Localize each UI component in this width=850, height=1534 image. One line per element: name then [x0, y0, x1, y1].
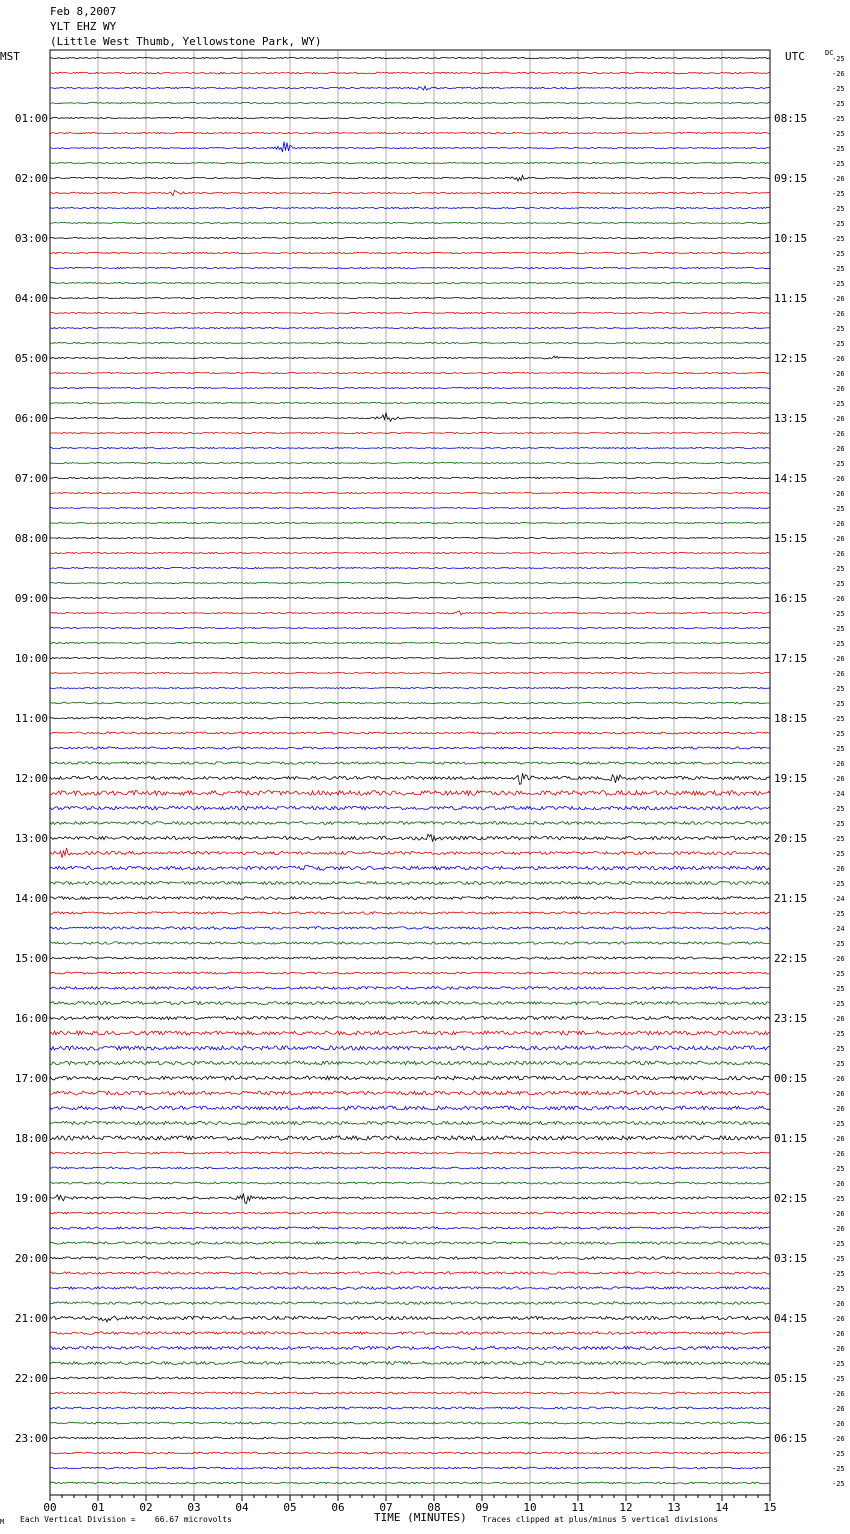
x-tick-label: 09: [475, 1501, 489, 1514]
mst-hour-label: 16:00: [14, 1012, 48, 1025]
dc-offset-label: -26: [832, 430, 845, 438]
dc-offset-label: -26: [832, 760, 845, 768]
trace-line: [50, 86, 770, 90]
plot-frame: [50, 50, 770, 1495]
trace-line: [50, 162, 770, 163]
trace-line: [50, 1316, 770, 1322]
dc-offset-label: -25: [832, 565, 845, 573]
x-axis-label: TIME (MINUTES): [374, 1511, 467, 1524]
dc-offset-label: -26: [832, 1420, 845, 1428]
trace-line: [50, 972, 770, 974]
trace-line: [50, 1182, 770, 1184]
left-axis-title: MST: [0, 50, 20, 63]
trace-line: [50, 492, 770, 493]
dc-offset-label: -25: [832, 340, 845, 348]
dc-offset-label: -25: [832, 580, 845, 588]
trace-line: [50, 1377, 770, 1379]
trace-line: [50, 267, 770, 268]
dc-offset-label: -25: [832, 835, 845, 843]
utc-hour-label: 23:15: [774, 1012, 808, 1025]
dc-offset-label: -25: [832, 1165, 845, 1173]
trace-line: [50, 552, 770, 553]
dc-offset-label: -25: [832, 730, 845, 738]
trace-line: [50, 1467, 770, 1469]
dc-offset-label: -25: [832, 280, 845, 288]
x-tick-label: 12: [619, 1501, 633, 1514]
trace-line: [50, 582, 770, 583]
utc-hour-label: 18:15: [774, 712, 808, 725]
trace-line: [50, 207, 770, 208]
dc-offset-label: -25: [832, 940, 845, 948]
x-tick-label: 06: [331, 1501, 345, 1514]
dc-offset-label: -25: [832, 505, 845, 513]
chart-date: Feb 8,2007: [50, 5, 117, 18]
x-tick-label: 08: [427, 1501, 441, 1514]
trace-line: [50, 702, 770, 704]
trace-line: [50, 1361, 770, 1364]
x-tick-label: 13: [667, 1501, 681, 1514]
utc-hour-label: 15:15: [774, 532, 808, 545]
trace-line: [50, 57, 770, 58]
dc-offset-label: -26: [832, 1210, 845, 1218]
trace-line: [50, 1121, 770, 1124]
dc-offset-label: -25: [832, 985, 845, 993]
chart-location: (Little West Thumb, Yellowstone Park, WY): [50, 35, 322, 48]
dc-offset-label: -25: [832, 115, 845, 123]
trace-line: [50, 1422, 770, 1424]
trace-line: [50, 1016, 770, 1019]
dc-offset-label: -26: [832, 1150, 845, 1158]
trace-line: [50, 611, 770, 615]
dc-offset-label: -25: [832, 460, 845, 468]
clip-note: Traces clipped at plus/minus 5 vertical divisions: [482, 1515, 719, 1524]
x-tick-label: 10: [523, 1501, 537, 1514]
dc-offset-label: -26: [832, 355, 845, 363]
dc-offset-label: -25: [832, 625, 845, 633]
dc-offset-labels: [832, 55, 845, 1488]
dc-offset-label: -26: [832, 1315, 845, 1323]
dc-offset-label: -25: [832, 1045, 845, 1053]
dc-offset-label: -26: [832, 1225, 845, 1233]
dc-offset-label: -25: [832, 160, 845, 168]
dc-offset-label: -26: [832, 1105, 845, 1113]
trace-line: [50, 822, 770, 825]
dc-offset-label: -25: [832, 910, 845, 918]
trace-line: [50, 1242, 770, 1245]
trace-line: [50, 1302, 770, 1305]
dc-offset-label: -25: [832, 205, 845, 213]
trace-line: [50, 865, 770, 870]
dc-offset-label: -25: [832, 1120, 845, 1128]
trace-line: [50, 927, 770, 930]
dc-offset-label: -26: [832, 295, 845, 303]
dc-offset-label: -26: [832, 1300, 845, 1308]
trace-line: [50, 897, 770, 900]
utc-hour-label: 16:15: [774, 592, 808, 605]
dc-offset-label: -25: [832, 1285, 845, 1293]
dc-offset-label: -25: [832, 235, 845, 243]
dc-offset-label: -25: [832, 1450, 845, 1458]
chart-station: YLT EHZ WY: [50, 20, 117, 33]
trace-line: [50, 912, 770, 914]
trace-line: [50, 1392, 770, 1394]
utc-hour-label: 04:15: [774, 1312, 808, 1325]
utc-hour-label: 02:15: [774, 1192, 808, 1205]
mst-hour-label: 07:00: [14, 472, 48, 485]
dc-offset-label: -25: [832, 880, 845, 888]
dc-offset-label: -26: [832, 1015, 845, 1023]
dc-offset-label: -25: [832, 805, 845, 813]
trace-line: [50, 1452, 770, 1454]
dc-offset-label: -26: [832, 595, 845, 603]
dc-offset-label: -25: [832, 850, 845, 858]
trace-line: [50, 806, 770, 810]
utc-hour-label: 13:15: [774, 412, 808, 425]
trace-line: [50, 372, 770, 373]
dc-offset-label: -26: [832, 1330, 845, 1338]
mst-hour-label: 11:00: [14, 712, 48, 725]
dc-offset-label: -25: [832, 220, 845, 228]
mst-hour-label: 06:00: [14, 412, 48, 425]
x-tick-label: 14: [715, 1501, 729, 1514]
trace-line: [50, 791, 770, 796]
trace-line: [50, 72, 770, 74]
mst-hour-label: 12:00: [14, 772, 48, 785]
x-tick-label: 00: [43, 1501, 57, 1514]
x-tick-label: 03: [187, 1501, 201, 1514]
trace-line: [50, 117, 770, 118]
trace-line: [50, 1046, 770, 1050]
dc-offset-label: -26: [832, 445, 845, 453]
trace-line: [50, 773, 770, 784]
dc-offset-label: -25: [832, 610, 845, 618]
trace-line: [50, 237, 770, 238]
dc-offset-label: -25: [832, 970, 845, 978]
dc-offset-label: -26: [832, 490, 845, 498]
x-tick-label: 11: [571, 1501, 585, 1514]
trace-line: [50, 1152, 770, 1154]
mst-hour-label: 15:00: [14, 952, 48, 965]
trace-line: [50, 627, 770, 628]
dc-offset-label: -25: [832, 1060, 845, 1068]
trace-line: [50, 1136, 770, 1140]
trace-line: [50, 747, 770, 749]
trace-line: [50, 190, 770, 195]
dc-offset-label: -26: [832, 1180, 845, 1188]
scale-note: Each Vertical Division = 66.67 microvolts: [20, 1515, 232, 1524]
dc-offset-label: -25: [832, 130, 845, 138]
dc-offset-label: -26: [832, 385, 845, 393]
dc-offset-label: -26: [832, 1075, 845, 1083]
dc-offset-label: -25: [832, 1030, 845, 1038]
trace-line: [50, 762, 770, 764]
dc-offset-label: -26: [832, 670, 845, 678]
dc-offset-label: -25: [832, 1240, 845, 1248]
trace-line: [50, 327, 770, 328]
x-tick-label: 05: [283, 1501, 297, 1514]
trace-line: [50, 1257, 770, 1260]
trace-line: [50, 282, 770, 283]
trace-line: [50, 687, 770, 688]
trace-line: [50, 222, 770, 223]
trace-line: [50, 1167, 770, 1169]
x-tick-label: 04: [235, 1501, 249, 1514]
mst-hour-label: 21:00: [14, 1312, 48, 1325]
trace-line: [50, 356, 770, 359]
dc-offset-label: -25: [832, 1255, 845, 1263]
dc-offset-label: -25: [832, 745, 845, 753]
utc-hour-label: 14:15: [774, 472, 808, 485]
trace-line: [50, 657, 770, 658]
mst-hour-label: 05:00: [14, 352, 48, 365]
dc-offset-label: -25: [832, 1465, 845, 1473]
trace-line: [50, 567, 770, 568]
utc-hour-label: 22:15: [774, 952, 808, 965]
x-tick-label: 15: [763, 1501, 777, 1514]
trace-line: [50, 717, 770, 719]
dc-offset-label: -24: [832, 925, 845, 933]
trace-group: [50, 57, 770, 1484]
utc-hour-label: 21:15: [774, 892, 808, 905]
dc-offset-label: -26: [832, 1405, 845, 1413]
trace-line: [50, 957, 770, 959]
utc-hour-label: 00:15: [774, 1072, 808, 1085]
dc-offset-label: -24: [832, 895, 845, 903]
trace-line: [50, 477, 770, 478]
trace-line: [50, 252, 770, 253]
trace-line: [50, 1272, 770, 1274]
dc-offset-label: -25: [832, 85, 845, 93]
trace-line: [50, 297, 770, 298]
dc-offset-label: -26: [832, 1135, 845, 1143]
trace-line: [50, 1106, 770, 1110]
trace-line: [50, 1482, 770, 1484]
grid-lines: [50, 50, 770, 1495]
right-axis-title: UTC: [785, 50, 805, 63]
dc-offset-label: -26: [832, 70, 845, 78]
trace-line: [50, 312, 770, 313]
dc-offset-label: -26: [832, 865, 845, 873]
dc-offset-label: -26: [832, 550, 845, 558]
dc-offset-label: -25: [832, 715, 845, 723]
utc-hour-label: 05:15: [774, 1372, 808, 1385]
dc-offset-label: -26: [832, 415, 845, 423]
dc-offset-label: -25: [832, 145, 845, 153]
mst-hour-label: 19:00: [14, 1192, 48, 1205]
dc-offset-label: -24: [832, 790, 845, 798]
x-tick-label: 07: [379, 1501, 393, 1514]
dc-offset-label: -26: [832, 475, 845, 483]
dc-offset-label: -26: [832, 310, 845, 318]
trace-line: [50, 507, 770, 508]
dc-offset-label: -25: [832, 250, 845, 258]
trace-line: [50, 102, 770, 103]
dc-offset-label: -25: [832, 1000, 845, 1008]
dc-offset-label: -25: [832, 100, 845, 108]
dc-label: DC: [825, 49, 834, 57]
utc-hour-label: 06:15: [774, 1432, 808, 1445]
mst-hour-label: 23:00: [14, 1432, 48, 1445]
mst-hour-label: 14:00: [14, 892, 48, 905]
utc-hour-label: 03:15: [774, 1252, 808, 1265]
corner-mark: M: [0, 1518, 5, 1526]
trace-line: [50, 597, 770, 598]
dc-offset-label: -26: [832, 1345, 845, 1353]
trace-line: [50, 881, 770, 884]
mst-hour-label: 13:00: [14, 832, 48, 845]
trace-line: [50, 175, 770, 181]
mst-hour-label: 08:00: [14, 532, 48, 545]
trace-line: [50, 1407, 770, 1409]
utc-hour-label: 17:15: [774, 652, 808, 665]
trace-line: [50, 142, 770, 153]
trace-line: [50, 1091, 770, 1095]
dc-offset-label: -25: [832, 640, 845, 648]
mst-hour-label: 02:00: [14, 172, 48, 185]
dc-offset-label: -25: [832, 1270, 845, 1278]
utc-hour-label: 12:15: [774, 352, 808, 365]
mst-hour-label: 17:00: [14, 1072, 48, 1085]
utc-hour-label: 19:15: [774, 772, 808, 785]
trace-line: [50, 942, 770, 944]
dc-offset-label: -26: [832, 175, 845, 183]
trace-line: [50, 1076, 770, 1080]
trace-line: [50, 848, 770, 858]
dc-offset-label: -26: [832, 535, 845, 543]
trace-line: [50, 672, 770, 673]
trace-line: [50, 1332, 770, 1335]
trace-line: [50, 402, 770, 403]
trace-line: [50, 522, 770, 523]
trace-line: [50, 387, 770, 388]
trace-line: [50, 1437, 770, 1439]
mst-hour-label: 20:00: [14, 1252, 48, 1265]
dc-offset-label: -26: [832, 655, 845, 663]
dc-offset-label: -26: [832, 775, 845, 783]
mst-hour-label: 22:00: [14, 1372, 48, 1385]
x-tick-label: 02: [139, 1501, 153, 1514]
dc-offset-label: -25: [832, 400, 845, 408]
mst-hour-label: 09:00: [14, 592, 48, 605]
mst-hour-label: 03:00: [14, 232, 48, 245]
dc-offset-label: -26: [832, 520, 845, 528]
trace-line: [50, 447, 770, 448]
dc-offset-label: -26: [832, 1435, 845, 1443]
dc-offset-label: -26: [832, 955, 845, 963]
dc-offset-label: -25: [832, 685, 845, 693]
utc-hour-label: 10:15: [774, 232, 808, 245]
dc-offset-label: -25: [832, 700, 845, 708]
utc-hour-label: 11:15: [774, 292, 808, 305]
dc-offset-label: -25: [832, 1480, 845, 1488]
utc-hour-label: 09:15: [774, 172, 808, 185]
trace-line: [50, 1061, 770, 1065]
dc-offset-label: -25: [832, 190, 845, 198]
mst-hour-label: 01:00: [14, 112, 48, 125]
utc-hour-label: 01:15: [774, 1132, 808, 1145]
dc-offset-label: -25: [832, 325, 845, 333]
trace-line: [50, 413, 770, 422]
trace-line: [50, 537, 770, 538]
trace-line: [50, 462, 770, 463]
utc-hour-label: 20:15: [774, 832, 808, 845]
trace-line: [50, 1212, 770, 1214]
trace-line: [50, 1346, 770, 1349]
trace-line: [50, 1227, 770, 1229]
trace-line: [50, 432, 770, 433]
dc-offset-label: -25: [832, 1195, 845, 1203]
trace-line: [50, 987, 770, 990]
trace-line: [50, 1031, 770, 1035]
trace-line: [50, 1193, 770, 1203]
x-tick-label: 01: [91, 1501, 105, 1514]
trace-line: [50, 1287, 770, 1290]
dc-offset-label: -25: [832, 55, 845, 63]
mst-hour-label: 10:00: [14, 652, 48, 665]
dc-offset-label: -25: [832, 1360, 845, 1368]
mst-hour-label: 04:00: [14, 292, 48, 305]
mst-hour-label: 18:00: [14, 1132, 48, 1145]
dc-offset-label: -25: [832, 820, 845, 828]
dc-offset-label: -26: [832, 1390, 845, 1398]
trace-line: [50, 732, 770, 734]
trace-line: [50, 132, 770, 133]
trace-line: [50, 642, 770, 643]
utc-hour-label: 08:15: [774, 112, 808, 125]
dc-offset-label: -25: [832, 265, 845, 273]
dc-offset-label: -26: [832, 370, 845, 378]
dc-offset-label: -25: [832, 1375, 845, 1383]
trace-line: [50, 1001, 770, 1004]
trace-line: [50, 834, 770, 842]
dc-offset-label: -26: [832, 1090, 845, 1098]
trace-line: [50, 342, 770, 343]
